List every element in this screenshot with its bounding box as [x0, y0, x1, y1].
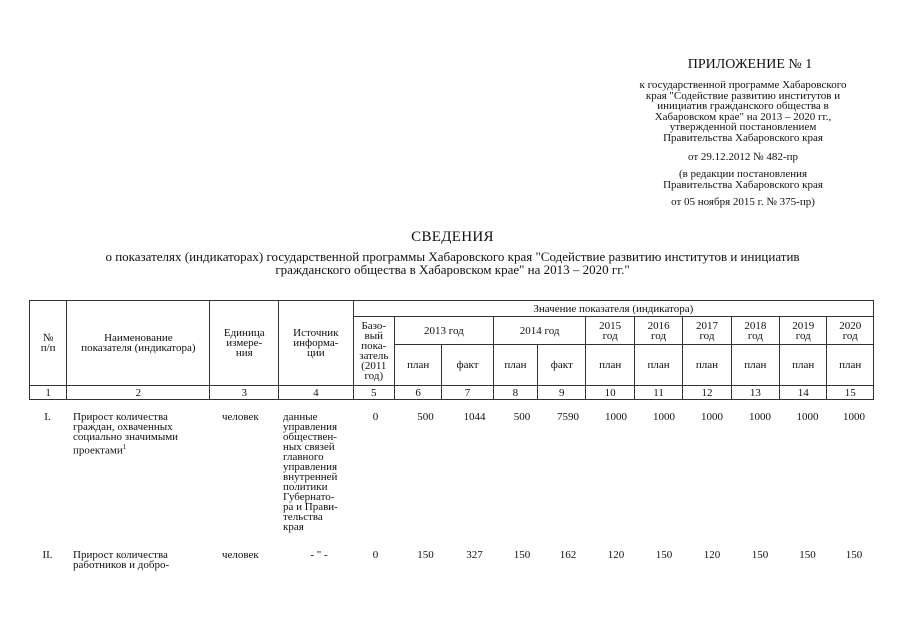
header-base — [353, 317, 394, 386]
header-sub: план — [780, 345, 827, 386]
row-source-line: Губернато- — [283, 491, 335, 503]
header-text: Источник — [293, 327, 339, 339]
row-source-line: ра и Прави- — [283, 501, 338, 513]
row-name-text: проектами — [73, 444, 123, 457]
header-2017 — [683, 317, 731, 345]
row-value: 150 — [513, 549, 531, 561]
appendix-edition-date: от 05 ноября 2015 г. № 375-пр) — [671, 196, 815, 208]
header-text: затель — [359, 350, 389, 362]
row-num: I. — [44, 411, 51, 423]
header-sub: план — [394, 345, 441, 386]
header-text: 2017 — [695, 319, 718, 332]
header-2014: 2014 год — [493, 317, 586, 345]
column-number-row — [30, 386, 874, 400]
row-value: 150 — [845, 549, 863, 561]
table-row — [0, 412, 905, 552]
header-unit — [210, 301, 279, 386]
appendix-line: к государственной программе Хабаровского — [639, 79, 847, 91]
column-number: 3 — [210, 386, 279, 400]
subtitle-line: о показателях (индикаторах) государственной программы Хабаровского края "Содействие развитию институтов и инициатив — [105, 249, 800, 264]
row-source: - " - — [310, 549, 328, 561]
header-text: № — [42, 332, 54, 344]
header-text: вый — [364, 330, 384, 342]
row-source-line: управления — [283, 421, 338, 433]
row-value: 1000 — [749, 411, 771, 423]
header-text: год — [795, 329, 811, 342]
row-name — [73, 412, 213, 456]
row-source-line: обществен- — [283, 431, 337, 443]
row-source-line: главного — [283, 451, 324, 463]
header-text: Базо- — [361, 320, 387, 332]
header-value-group: Значение показателя (индикатора) — [353, 301, 873, 317]
edition-line: Правительства Хабаровского края — [663, 179, 823, 191]
appendix-line: Хабаровском крае" на 2013 – 2020 гг., — [654, 110, 832, 123]
row-value: 150 — [417, 549, 434, 561]
header-2013: 2013 год — [394, 317, 493, 345]
column-number: 4 — [279, 386, 354, 400]
header-sub: план — [634, 345, 682, 386]
row-name-line: социально значимыми — [73, 431, 179, 443]
row-value: 500 — [513, 411, 531, 423]
header-text: показателя (индикатора) — [81, 342, 196, 354]
header-text: ции — [306, 347, 325, 359]
appendix-line: утвержденной постановлением — [669, 121, 817, 133]
column-number: 10 — [586, 386, 634, 400]
row-value: 0 — [372, 411, 379, 423]
row-name-line: работников и добро- — [73, 559, 170, 571]
row-source-line: тельства — [283, 511, 323, 523]
row-name-line: граждан, охваченных — [73, 421, 173, 433]
row-value: 150 — [751, 549, 769, 561]
column-number: 7 — [442, 386, 493, 400]
appendix-line: Правительства Хабаровского края — [663, 131, 823, 144]
header-text: год — [651, 329, 667, 342]
header-2019 — [780, 317, 827, 345]
row-value: 150 — [655, 549, 673, 561]
header-name — [67, 301, 210, 386]
appendix-description — [612, 80, 874, 143]
header-text: год — [747, 329, 763, 342]
row-unit: человек — [222, 549, 259, 561]
footnote-marker: 1 — [122, 443, 127, 451]
column-number: 15 — [827, 386, 874, 400]
appendix-edition — [612, 169, 874, 191]
row-value: 1000 — [843, 411, 865, 423]
header-text: п/п — [40, 342, 56, 354]
header-text: 2020 — [839, 319, 862, 332]
row-unit: человек — [222, 411, 259, 423]
row-name-line: Прирост количества — [73, 411, 168, 423]
edition-line: (в редакции постановления — [678, 168, 808, 180]
header-source — [279, 301, 354, 386]
header-text: 2018 — [744, 319, 767, 332]
row-name-line — [73, 442, 213, 456]
row-source-line: управления — [283, 461, 338, 473]
appendix-line: края "Содействие развитию институтов и — [645, 89, 841, 102]
header-text: год — [602, 329, 618, 342]
document-title: СВЕДЕНИЯ — [411, 229, 494, 245]
header-text: год) — [364, 370, 384, 382]
header-text: пока- — [361, 340, 387, 352]
row-name-line: Прирост количества — [73, 549, 168, 561]
header-text: Наименование — [104, 332, 173, 344]
header-2016 — [634, 317, 682, 345]
header-sub: план — [731, 345, 779, 386]
row-value: 1000 — [605, 411, 627, 423]
row-value: 0 — [372, 549, 379, 561]
header-text: 2015 — [599, 319, 622, 332]
row-value: 500 — [417, 411, 434, 423]
column-number: 8 — [493, 386, 537, 400]
header-text: год — [699, 329, 715, 342]
header-2018 — [731, 317, 779, 345]
document-subtitle — [30, 250, 875, 276]
header-sub: план — [586, 345, 634, 386]
column-number: 14 — [780, 386, 827, 400]
row-value: 162 — [559, 549, 577, 561]
header-text: год — [842, 329, 858, 342]
appendix-line: инициатив гражданского общества в — [657, 100, 829, 112]
appendix-title: ПРИЛОЖЕНИЕ № 1 — [687, 57, 813, 72]
indicators-table — [29, 300, 874, 400]
row-source-line: внутренней — [283, 471, 338, 483]
row-source-line: края — [283, 521, 304, 533]
header-2015 — [586, 317, 634, 345]
column-number: 9 — [538, 386, 586, 400]
header-text: (2011 — [361, 360, 387, 372]
header-sub: план — [683, 345, 731, 386]
row-source — [283, 412, 355, 532]
header-num — [30, 301, 67, 386]
row-value: 120 — [607, 549, 625, 561]
row-value: 7590 — [557, 411, 579, 423]
column-number: 5 — [353, 386, 394, 400]
row-source-line: ных связей — [283, 441, 335, 453]
row-source-line: данные — [283, 411, 318, 423]
header-sub: факт — [538, 345, 586, 386]
header-text: Единица — [223, 327, 265, 339]
row-value: 1000 — [796, 411, 819, 423]
header-sub: план — [493, 345, 537, 386]
column-number: 1 — [30, 386, 67, 400]
column-number: 6 — [394, 386, 441, 400]
header-2020 — [827, 317, 874, 345]
subtitle-line: гражданского общества в Хабаровском крае" на 2013 – 2020 гг." — [275, 262, 630, 277]
row-value: 327 — [466, 549, 483, 561]
header-sub: факт — [442, 345, 493, 386]
column-number: 11 — [634, 386, 682, 400]
row-value: 1000 — [701, 411, 723, 423]
column-number: 2 — [67, 386, 210, 400]
row-value: 1044 — [463, 411, 486, 423]
header-sub: план — [827, 345, 874, 386]
header-text: 2016 — [647, 319, 670, 332]
appendix-date: от 29.12.2012 № 482-пр — [688, 151, 798, 163]
row-value: 150 — [799, 549, 816, 561]
header-text: 2019 — [792, 319, 815, 332]
header-text: информа- — [293, 337, 339, 349]
row-source-line: политики — [283, 481, 328, 493]
row-value: 1000 — [653, 411, 675, 423]
column-number: 12 — [683, 386, 731, 400]
row-value: 120 — [703, 549, 721, 561]
header-text: ния — [235, 347, 253, 359]
header-text: измере- — [226, 337, 263, 349]
column-number: 13 — [731, 386, 779, 400]
table-row — [0, 550, 905, 580]
row-name — [73, 550, 213, 570]
row-num: II. — [42, 549, 53, 561]
